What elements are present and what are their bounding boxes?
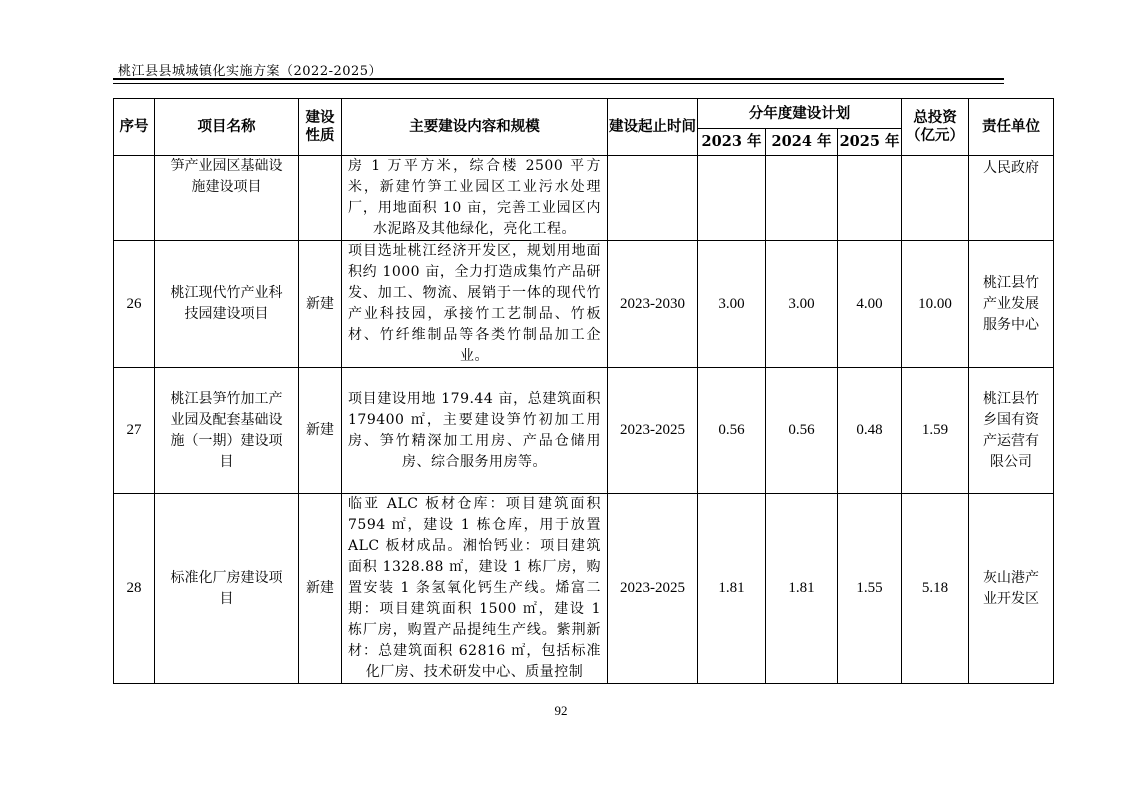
row-name: 笋产业园区基础设施建设项目 bbox=[155, 156, 299, 241]
row-period bbox=[608, 156, 698, 241]
row-nature bbox=[299, 156, 342, 241]
row-content: 项目建设用地 179.44 亩，总建筑面积 179400 ㎡，主要建设笋竹初加工用房、笋竹精深加工用房、产品仓储用房、综合服务用房等。 bbox=[342, 368, 608, 494]
row-nature: 新建 bbox=[299, 494, 342, 684]
header-nature: 建设性质 bbox=[299, 99, 342, 156]
table-row bbox=[114, 494, 1054, 684]
row-content: 项目选址桃江经济开发区，规划用地面积约 1000 亩，全力打造成集竹产品研发、加工、物流、展销于一体的现代竹产业科技园，承接竹工艺制品、竹板材、竹纤维制品等各类竹制品加工企业。 bbox=[342, 241, 608, 368]
row-nature: 新建 bbox=[299, 241, 342, 368]
row-seq: 28 bbox=[114, 494, 155, 684]
row-2024 bbox=[766, 156, 838, 241]
header-content: 主要建设内容和规模 bbox=[342, 99, 608, 156]
row-2023: 0.56 bbox=[698, 368, 766, 494]
row-total: 5.18 bbox=[902, 494, 969, 684]
table-row bbox=[114, 368, 1054, 494]
row-2024: 3.00 bbox=[766, 241, 838, 368]
row-2025 bbox=[838, 156, 902, 241]
row-period: 2023-2030 bbox=[608, 241, 698, 368]
row-period: 2023-2025 bbox=[608, 368, 698, 494]
row-2025: 0.48 bbox=[838, 368, 902, 494]
header-row bbox=[114, 99, 1054, 129]
row-nature: 新建 bbox=[299, 368, 342, 494]
row-content: 临亚 ALC 板材仓库：项目建筑面积 7594 ㎡，建设 1 栋仓库，用于放置 ALC 板材成品。湘怡钙业：项目建筑面积 1328.88 ㎡，建设 1 栋厂房，购置安装 1 条氢氧化钙生产线。烯富二期：项目建筑面积 1500 ㎡，建设 1 栋厂房，购置产品提纯生产线。紫荆新材：总建筑面积 62816 ㎡，包括标准化厂房、技术研发中心、质量控制 bbox=[342, 494, 608, 684]
row-2023 bbox=[698, 156, 766, 241]
row-unit: 灰山港产业开发区 bbox=[969, 494, 1054, 684]
header-2023: 2023 年 bbox=[698, 129, 766, 156]
row-total: 1.59 bbox=[902, 368, 969, 494]
row-seq bbox=[114, 156, 155, 241]
row-total bbox=[902, 156, 969, 241]
running-header: 桃江县县城城镇化实施方案（2022-2025） bbox=[118, 64, 383, 79]
row-2023: 1.81 bbox=[698, 494, 766, 684]
row-name: 桃江现代竹产业科技园建设项目 bbox=[155, 241, 299, 368]
row-period: 2023-2025 bbox=[608, 494, 698, 684]
row-seq: 26 bbox=[114, 241, 155, 368]
row-content: 房 1 万平方米，综合楼 2500 平方米，新建竹笋工业园区工业污水处理厂，用地面积 10 亩，完善工业园区内水泥路及其他绿化，亮化工程。 bbox=[342, 156, 608, 241]
row-unit: 桃江县竹产业发展服务中心 bbox=[969, 241, 1054, 368]
row-2024: 1.81 bbox=[766, 494, 838, 684]
row-total: 10.00 bbox=[902, 241, 969, 368]
row-name: 标准化厂房建设项目 bbox=[155, 494, 299, 684]
row-2025: 4.00 bbox=[838, 241, 902, 368]
row-name: 桃江县笋竹加工产业园及配套基础设施（一期）建设项目 bbox=[155, 368, 299, 494]
row-2025: 1.55 bbox=[838, 494, 902, 684]
header-rule-thick bbox=[113, 78, 1004, 80]
row-2023: 3.00 bbox=[698, 241, 766, 368]
header-seq: 序号 bbox=[114, 99, 155, 156]
page-number: 92 bbox=[554, 703, 568, 718]
header-2025: 2025 年 bbox=[838, 129, 902, 156]
row-unit: 人民政府 bbox=[969, 156, 1054, 241]
table-row bbox=[114, 241, 1054, 368]
header-annual-plan: 分年度建设计划 bbox=[698, 99, 902, 129]
header-rule-thin bbox=[113, 83, 1004, 84]
header-name: 项目名称 bbox=[155, 99, 299, 156]
header-2024: 2024 年 bbox=[766, 129, 838, 156]
header-unit: 责任单位 bbox=[969, 99, 1054, 156]
row-unit: 桃江县竹乡国有资产运营有限公司 bbox=[969, 368, 1054, 494]
row-2024: 0.56 bbox=[766, 368, 838, 494]
table-row bbox=[114, 156, 1054, 241]
header-total: 总投资（亿元） bbox=[902, 99, 969, 156]
project-table bbox=[113, 98, 1054, 684]
header-period: 建设起止时间 bbox=[608, 99, 698, 156]
row-seq: 27 bbox=[114, 368, 155, 494]
